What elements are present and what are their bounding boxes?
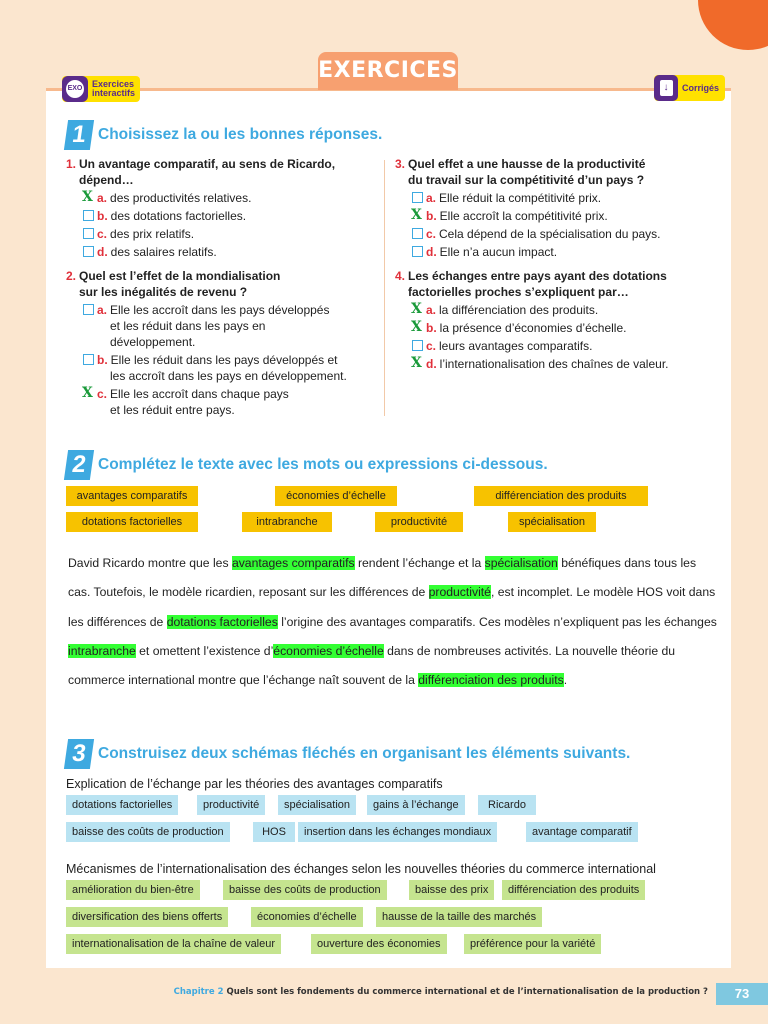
checked-box-icon[interactable]: [412, 304, 423, 315]
element-chip[interactable]: insertion dans les échanges mondiaux: [298, 822, 497, 842]
element-chip[interactable]: spécialisation: [278, 795, 356, 815]
element-chip[interactable]: HOS: [253, 822, 295, 842]
checkbox-icon[interactable]: [83, 228, 94, 239]
answer-option[interactable]: d. Elle n’a aucun impact.: [395, 244, 715, 260]
element-chip[interactable]: différenciation des produits: [502, 880, 645, 900]
word-chip[interactable]: spécialisation: [508, 512, 596, 532]
checked-box-icon[interactable]: [412, 358, 423, 369]
answer-option[interactable]: X a. des productivités relatives.: [66, 190, 381, 206]
word-chip[interactable]: productivité: [375, 512, 463, 532]
checkbox-icon[interactable]: [83, 210, 94, 221]
answer-option[interactable]: c. des prix relatifs.: [66, 226, 381, 242]
section-title: Complétez le texte avec les mots ou expressions ci-dessous.: [98, 456, 548, 473]
answer-option[interactable]: b. des dotations factorielles.: [66, 208, 381, 224]
subtitle-1: Explication de l’échange par les théories des avantages comparatifs: [66, 777, 443, 791]
element-chip[interactable]: avantage comparatif: [526, 822, 638, 842]
exo-icon: EXO: [62, 76, 88, 102]
element-chip[interactable]: ouverture des économies: [311, 934, 447, 954]
filled-blank[interactable]: spécialisation: [484, 556, 558, 570]
section-number: 1: [64, 120, 94, 150]
checked-box-icon[interactable]: [412, 210, 423, 221]
answer-option[interactable]: X a. la différenciation des produits.: [395, 302, 715, 318]
section-3-header: [66, 739, 630, 769]
checkbox-icon[interactable]: [412, 246, 423, 257]
checkbox-icon[interactable]: [83, 354, 94, 365]
checked-box-icon[interactable]: [83, 388, 94, 399]
element-chip[interactable]: préférence pour la variété: [464, 934, 601, 954]
filled-blank[interactable]: avantages comparatifs: [231, 556, 355, 570]
question-1: 1. Un avantage comparatif, au sens de Ricardo, dépend…: [66, 157, 336, 187]
section-number: 2: [64, 450, 94, 480]
filled-blank[interactable]: économies d’échelle: [273, 643, 384, 658]
word-chip[interactable]: intrabranche: [242, 512, 332, 532]
filled-blank[interactable]: intrabranche: [68, 643, 136, 658]
corriges-button[interactable]: ↓ Corrigés: [654, 75, 725, 101]
answer-option[interactable]: X b. la présence d’économies d’échelle.: [395, 320, 715, 336]
chapter-title: Chapitre 2 Quels sont les fondements du commerce international et de l’internationalisation de la production ?: [173, 987, 708, 997]
question-3: 3. Quel effet a une hausse de la productivité du travail sur la compétitivité d’un pays ?: [395, 157, 646, 187]
section-1-header: [66, 120, 382, 150]
element-chip[interactable]: internationalisation de la chaîne de valeur: [66, 934, 281, 954]
word-chip[interactable]: différenciation des produits: [474, 486, 648, 506]
filled-blank[interactable]: productivité: [428, 585, 491, 600]
page-footer: [0, 983, 768, 1005]
page-title: EXERCICES: [318, 52, 458, 90]
answer-option[interactable]: b. Elle les réduit dans les pays développés et les accroît dans les pays en développement.: [66, 352, 381, 384]
answer-option[interactable]: X d. l’internationalisation des chaînes de valeur.: [395, 356, 715, 372]
answer-option[interactable]: d. des salaires relatifs.: [66, 244, 381, 260]
question-column-left: [66, 156, 381, 420]
element-chip[interactable]: gains à l’échange: [367, 795, 465, 815]
download-document-icon: ↓: [654, 75, 678, 101]
element-chip[interactable]: hausse de la taille des marchés: [376, 907, 542, 927]
element-chip[interactable]: économies d’échelle: [251, 907, 363, 927]
answer-option[interactable]: c. Cela dépend de la spécialisation du pays.: [395, 226, 715, 242]
checkbox-icon[interactable]: [412, 192, 423, 203]
word-chip[interactable]: avantages comparatifs: [66, 486, 198, 506]
section-number: 3: [64, 739, 94, 769]
section-title: Construisez deux schémas fléchés en organisant les éléments suivants.: [98, 745, 631, 762]
element-chip[interactable]: amélioration du bien-être: [66, 880, 200, 900]
answer-option[interactable]: c. leurs avantages comparatifs.: [395, 338, 715, 354]
checked-box-icon[interactable]: [83, 192, 94, 203]
answer-option[interactable]: X b. Elle accroît la compétitivité prix.: [395, 208, 715, 224]
filled-blank[interactable]: différenciation des produits: [418, 673, 564, 688]
column-divider: [384, 160, 385, 416]
subtitle-2: Mécanismes de l’internationalisation des échanges selon les nouvelles théories du commerce international: [66, 862, 656, 876]
section-2-header: [66, 450, 548, 480]
corner-decoration: [698, 0, 768, 50]
page-number: 73: [716, 983, 768, 1005]
question-4: 4. Les échanges entre pays ayant des dotations factorielles proches s’expliquent par…: [395, 269, 667, 299]
element-chip[interactable]: baisse des coûts de production: [66, 822, 230, 842]
checked-box-icon[interactable]: [412, 322, 423, 333]
exercices-interactifs-button[interactable]: EXO Exercices interactifs: [62, 76, 140, 102]
word-chip[interactable]: économies d’échelle: [275, 486, 397, 506]
checkbox-icon[interactable]: [83, 246, 94, 257]
element-chip[interactable]: dotations factorielles: [66, 795, 178, 815]
word-chip[interactable]: dotations factorielles: [66, 512, 198, 532]
answer-option[interactable]: a. Elle les accroît dans les pays développés et les réduit dans les pays en développement.: [66, 302, 381, 350]
section-title: Choisissez la ou les bonnes réponses.: [98, 126, 383, 143]
element-chip[interactable]: baisse des prix: [409, 880, 494, 900]
checkbox-icon[interactable]: [412, 340, 423, 351]
question-2: 2. Quel est l’effet de la mondialisation sur les inégalités de revenu ?: [66, 269, 281, 299]
checkbox-icon[interactable]: [412, 228, 423, 239]
question-column-right: [395, 156, 715, 374]
element-chip[interactable]: diversification des biens offerts: [66, 907, 228, 927]
answer-option[interactable]: a. Elle réduit la compétitivité prix.: [395, 190, 715, 206]
element-chip[interactable]: baisse des coûts de production: [223, 880, 387, 900]
fill-in-text: David Ricardo montre que les avantages comparatifs rendent l’échange et la spécialisation bénéfiques dans tous les cas. Toutefois, le modèle ricardien, reposant sur les différences de productivité, est incomplet. Le modèle HOS voit dans les différences de dotations factorielles l’origine des avantages comparatifs. Ces modèles n’expliquent pas les échanges intrabranche et omettent l’existence d’économies d’échelle dans de nombreuses activités. La nouvelle théorie du commerce international montre que l’échange naît souvent de la différenciation des produits.: [68, 556, 717, 688]
filled-blank[interactable]: dotations factorielles: [166, 614, 278, 629]
element-chip[interactable]: Ricardo: [478, 795, 536, 815]
element-chip[interactable]: productivité: [197, 795, 265, 815]
checkbox-icon[interactable]: [83, 304, 94, 315]
answer-option[interactable]: X c. Elle les accroît dans chaque pays et les réduit entre pays.: [66, 386, 381, 418]
